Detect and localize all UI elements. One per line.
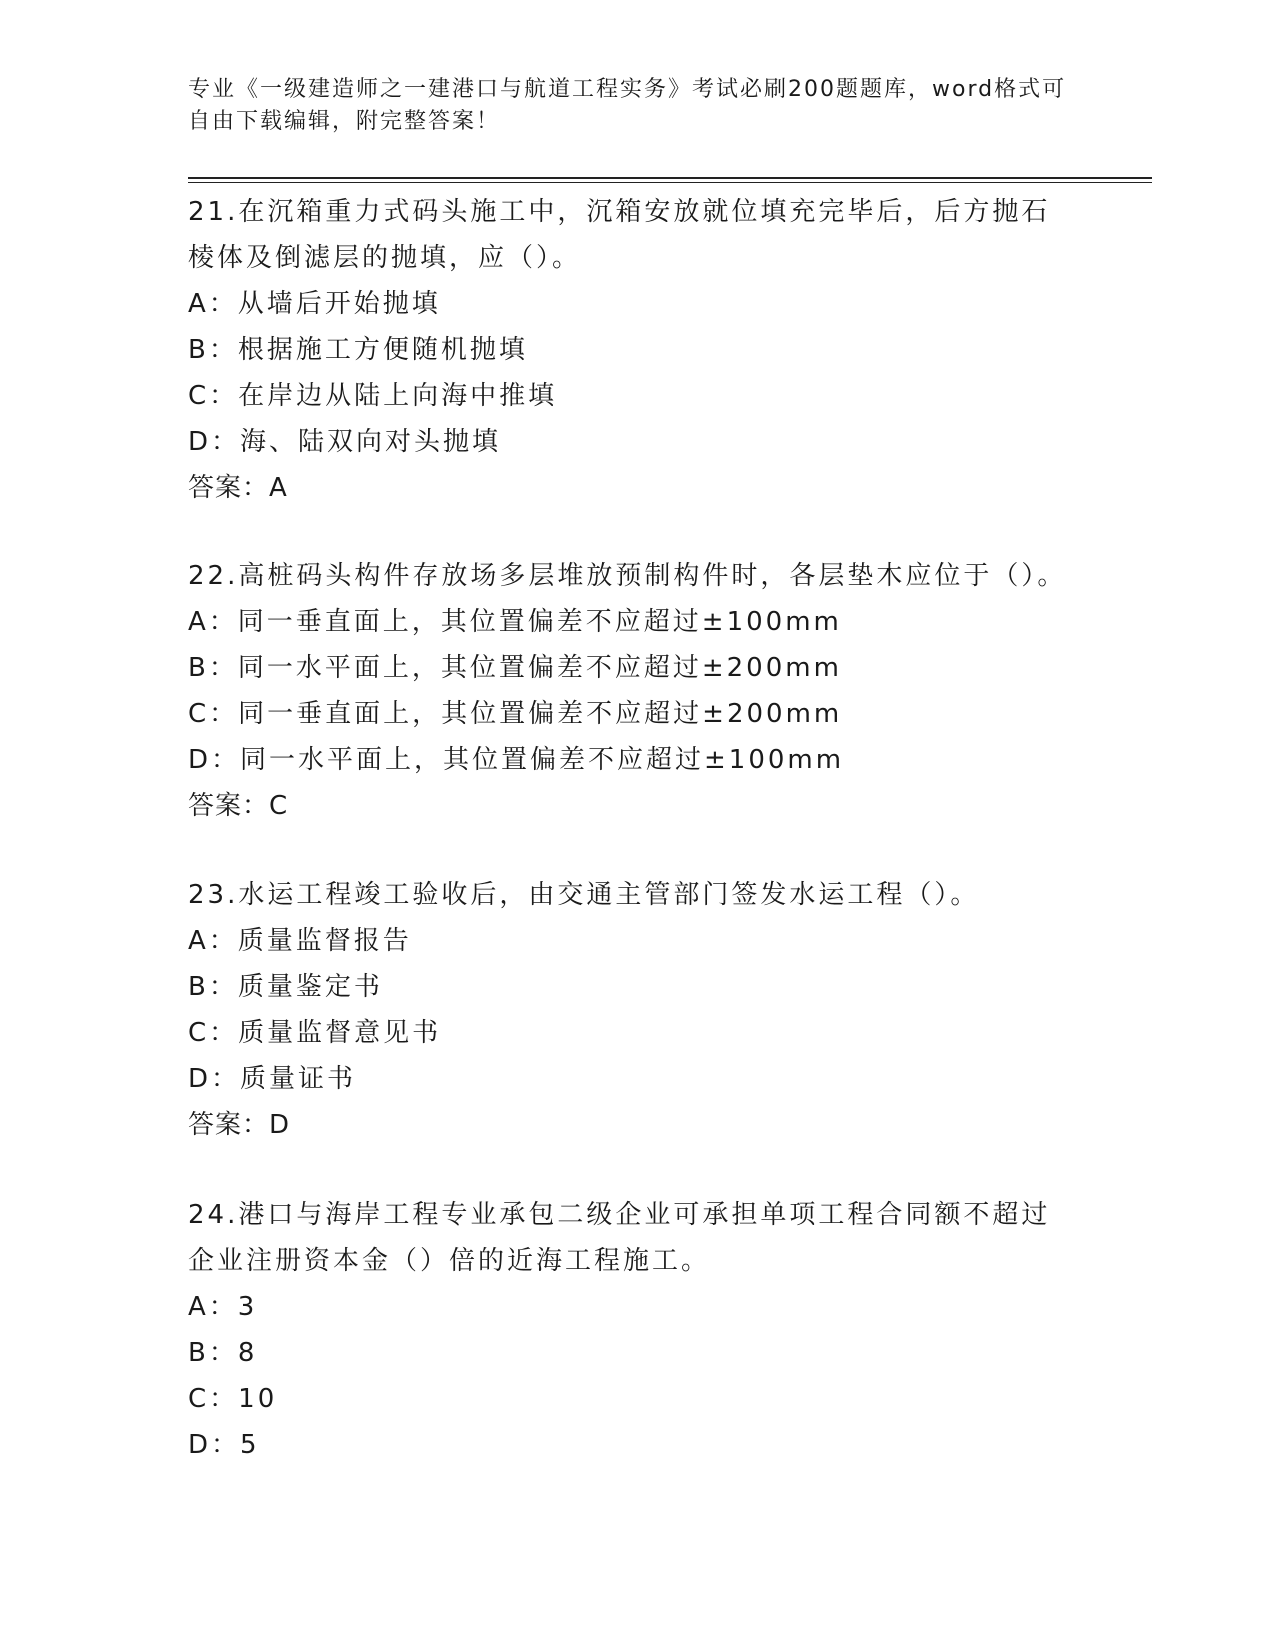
option-b: B：8 (188, 1338, 258, 1368)
question-23 (188, 872, 1088, 1148)
answer-label: 答案：C (188, 791, 289, 821)
question-stem: 23.水运工程竣工验收后，由交通主管部门签发水运工程（）。 (188, 880, 980, 910)
answer-label: 答案：D (188, 1110, 291, 1140)
question-24 (188, 1192, 1088, 1468)
divider-line (188, 177, 1152, 179)
option-d: D：同一水平面上，其位置偏差不应超过±100mm (188, 745, 845, 775)
option-a: A：从墙后开始抛填 (188, 289, 441, 319)
option-a: A：3 (188, 1292, 258, 1322)
option-c: C：同一垂直面上，其位置偏差不应超过±200mm (188, 699, 843, 729)
option-c: C：质量监督意见书 (188, 1018, 442, 1048)
option-d: D：质量证书 (188, 1064, 357, 1094)
option-d: D：海、陆双向对头抛填 (188, 427, 502, 457)
document-intro: 专业《一级建造师之一建港口与航道工程实务》考试必刷200题题库，word格式可自由下载编辑，附完整答案！ (188, 77, 1067, 134)
option-c: C：在岸边从陆上向海中推填 (188, 381, 558, 411)
option-b: B：同一水平面上，其位置偏差不应超过±200mm (188, 653, 842, 683)
option-c: C：10 (188, 1384, 278, 1414)
question-22 (188, 553, 1088, 829)
question-stem: 21.在沉箱重力式码头施工中，沉箱安放就位填充完毕后，后方抛石棱体及倒滤层的抛填，应（）。 (188, 197, 1051, 273)
question-stem: 22.高桩码头构件存放场多层堆放预制构件时，各层垫木应位于（）。 (188, 561, 1067, 591)
divider-line (188, 182, 1152, 183)
option-b: B：根据施工方便随机抛填 (188, 335, 528, 365)
option-b: B：质量鉴定书 (188, 972, 383, 1002)
option-a: A：质量监督报告 (188, 926, 412, 956)
option-a: A：同一垂直面上，其位置偏差不应超过±100mm (188, 607, 842, 637)
question-21 (188, 189, 1088, 511)
answer-label: 答案：A (188, 473, 288, 503)
question-stem: 24.港口与海岸工程专业承包二级企业可承担单项工程合同额不超过企业注册资本金（）倍的近海工程施工。 (188, 1200, 1051, 1276)
option-d: D：5 (188, 1430, 260, 1460)
